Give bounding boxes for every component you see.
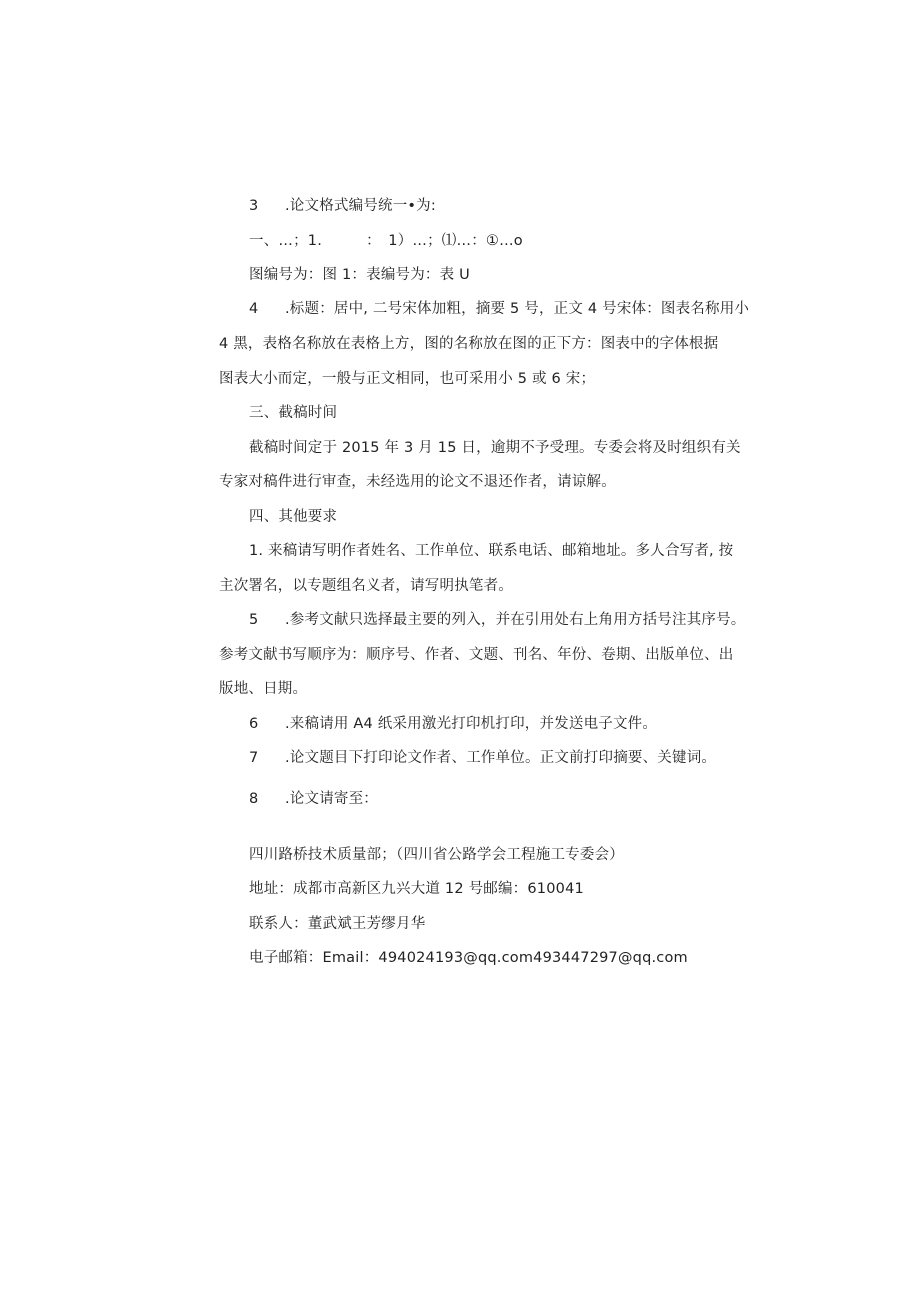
item-text: .论文题目下打印论文作者、工作单位。正文前打印摘要、关键词。 [285, 750, 717, 766]
numbering-example: 一、…；1. ： 1）…；⑴…：①…o [249, 233, 523, 249]
section-3-line-1: 截稿时间定于 2015 年 3 月 15 日，逾期不予受理。专委会将及时组织有关 [249, 440, 741, 456]
item-number: 8 [249, 791, 259, 807]
item-4-line-3: 图表大小而定，一般与正文相同，也可采用小 5 或 6 宋； [219, 371, 596, 387]
item-3 [249, 196, 436, 216]
item-text: .论文请寄至： [285, 791, 379, 807]
contact-address: 地址：成都市高新区九兴大道 12 号邮编：610041 [249, 881, 584, 897]
item-4-line-2: 4 黑，表格名称放在表格上方，图的名称放在图的正下方：图表中的字体根据 [219, 336, 719, 352]
item-4-line-1 [249, 299, 749, 319]
contact-people: 联系人：董武斌王芳缪月华 [249, 916, 426, 932]
item-number: 5 [249, 612, 259, 628]
item-5-line-1 [249, 610, 746, 630]
item-text: .论文格式编号统一•为: [285, 198, 436, 214]
section-3-heading: 三、截稿时间 [249, 405, 338, 421]
item-text: .来稿请用 A4 纸采用激光打印机打印，并发送电子文件。 [285, 716, 658, 732]
section-4-item-1-line-2: 主次署名，以专题组名义者，请写明执笔者。 [219, 578, 513, 594]
item-number: 7 [249, 750, 259, 766]
item-5-line-3: 版地、日期。 [219, 681, 308, 697]
item-text: .参考文献只选择最主要的列入，并在引用处右上角用方括号注其序号。 [285, 612, 746, 628]
item-8 [249, 789, 378, 809]
item-text: .标题：居中, 二号宋体加粗，摘要 5 号，正文 4 号宋体：图表名称用小 [285, 301, 750, 317]
item-7 [249, 748, 716, 768]
section-4-heading: 四、其他要求 [249, 509, 338, 525]
item-number: 6 [249, 716, 259, 732]
item-5-line-2: 参考文献书写顺序为：顺序号、作者、文题、刊名、年份、卷期、出版单位、出 [219, 647, 734, 663]
item-6 [249, 714, 657, 734]
contact-organization: 四川路桥技术质量部；（四川省公路学会工程施工专委会） [249, 847, 624, 863]
item-number: 4 [249, 301, 259, 317]
section-3-line-2: 专家对稿件进行审查，未经选用的论文不退还作者，请谅解。 [219, 474, 616, 490]
figure-numbering: 图编号为：图 1：表编号为：表 U [249, 267, 470, 283]
section-4-item-1-line-1: 1. 来稿请写明作者姓名、工作单位、联系电话、邮箱地址。多人合写者, 按 [249, 543, 734, 559]
contact-email: 电子邮箱：Email：494024193@qq.com493447297@qq.com [249, 950, 688, 966]
item-number: 3 [249, 198, 259, 214]
